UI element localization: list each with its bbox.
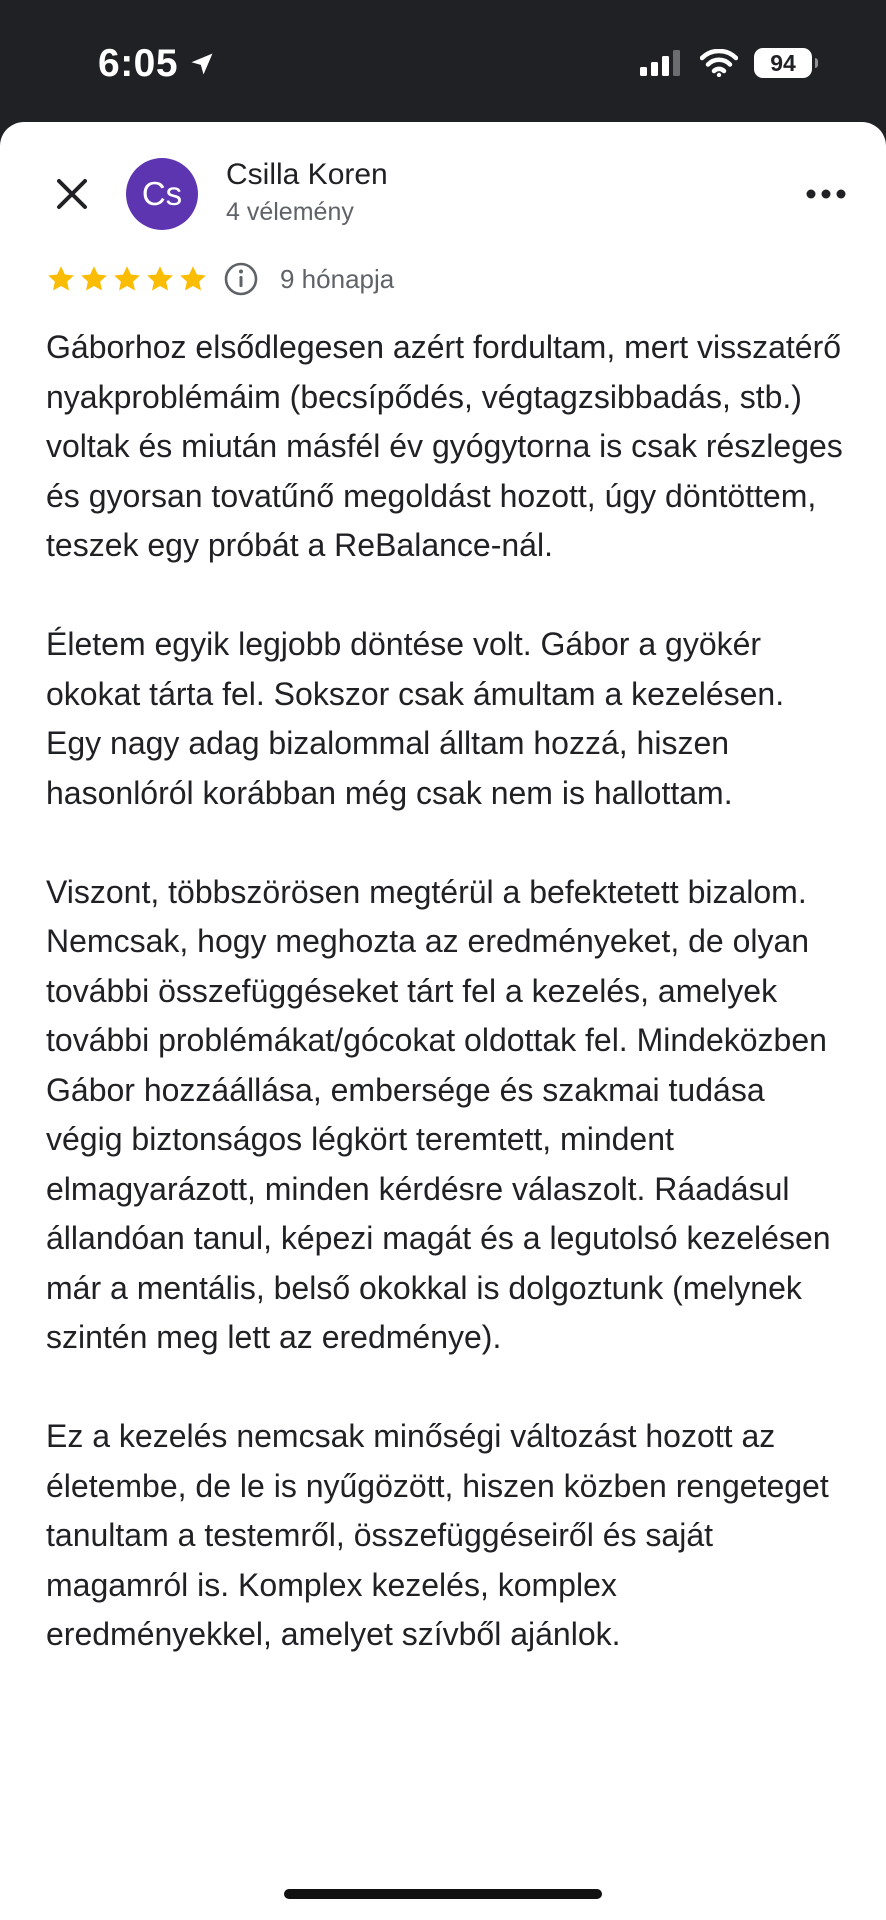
status-icons [640, 48, 812, 78]
star-icon [79, 264, 109, 294]
avatar[interactable] [126, 158, 198, 230]
review-paragraph: Ez a kezelés nemcsak minőségi változást hozott az életembe, de le is nyűgözött, hiszen közben rengeteget tanultam a testemről, összefüggéseiről és saját magamról is. Komplex kezelés, komplex eredményekkel, amelyet szívből ajánlok. [46, 1418, 829, 1652]
star-icon [112, 264, 142, 294]
status-time-text: 6:05 [98, 42, 179, 85]
battery-indicator [754, 48, 812, 78]
more-horizontal-icon [806, 189, 846, 199]
battery-level: 94 [770, 49, 796, 76]
star-icon [46, 264, 76, 294]
signal-icon [640, 50, 684, 76]
star-rating [46, 264, 208, 294]
review-sheet [0, 122, 886, 1920]
reviewer-review-count: 4 vélemény [226, 198, 354, 226]
info-button[interactable] [224, 262, 258, 296]
location-arrow-icon [188, 50, 216, 78]
wifi-icon [700, 49, 738, 77]
review-date: 9 hónapja [280, 263, 395, 294]
info-icon [224, 262, 258, 296]
review-paragraph: Életem egyik legjobb döntése volt. Gábor a gyökér okokat tárta fel. Sokszor csak ámultam a kezelésen. Egy nagy adag bizalommal álltam hozzá, hiszen hasonlóról korábban még csak nem is hallottam. [46, 626, 785, 811]
star-icon [145, 264, 175, 294]
rating-row [46, 262, 394, 296]
home-indicator[interactable] [284, 1889, 602, 1899]
more-options-button[interactable] [796, 174, 856, 214]
close-icon [56, 178, 88, 210]
review-paragraph: Viszont, többszörösen megtérül a befektetett bizalom. Nemcsak, hogy meghozta az eredményeket, de olyan további összefüggéseket tárt fel a kezelés, amelyek további problémákat/gócokat oldottak fel. Mindeközben Gábor hozzáállása, embersége és szakmai tudása végig biztonságos légkört teremtett, mindent elmagyarázott, minden kérdésre válaszolt. Ráadásul állandóan tanul, képezi magát és a legutolsó kezelésen már a mentális, belső okokkal is dolgoztunk (melynek szintén meg lett az eredménye). [46, 873, 831, 1355]
status-time [98, 42, 216, 86]
star-icon [178, 264, 208, 294]
close-button[interactable] [50, 172, 94, 216]
review-text [46, 323, 846, 1709]
status-bar [0, 0, 886, 125]
reviewer-name[interactable]: Csilla Koren [226, 158, 388, 191]
avatar-initials: Cs [141, 175, 183, 212]
review-paragraph: Gáborhoz elsődlegesen azért fordultam, mert visszatérő nyakproblémáim (becsípődés, végtagzsibbadás, stb.) voltak és miután másfél év gyógytorna is csak részleges és gyorsan tovatűnő megoldást hozott, úgy döntöttem, teszek egy próbát a ReBalance-nál. [46, 329, 843, 563]
